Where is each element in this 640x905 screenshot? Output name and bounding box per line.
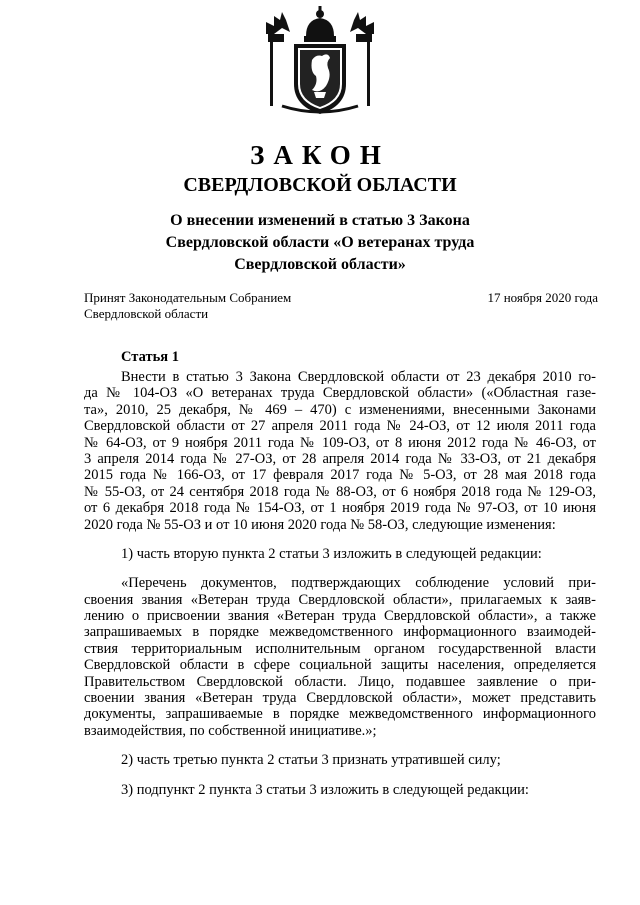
paragraph-line: Внести в статью 3 Закона Свердловской области от 23 декабря 2010 го- xyxy=(121,369,596,385)
paragraph-line: № 64-ОЗ, от 9 ноября 2011 года № 109-ОЗ, от 8 июня 2012 года № 46-ОЗ, от xyxy=(84,434,596,451)
subject-line: О внесении изменений в статью 3 Закона xyxy=(170,212,470,229)
paragraph-line: да № 104-ОЗ «О ветеранах труда Свердловской области» («Областная газе- xyxy=(84,385,596,402)
article-heading: Статья 1 xyxy=(121,349,179,365)
paragraph-line: 3) подпункт 2 пункта 3 статьи 3 изложить в следующей редакции: xyxy=(121,781,529,798)
paragraph-line: 2015 года № 166-ОЗ, от 17 февраля 2017 года № 5-ОЗ, от 28 мая 2018 года xyxy=(84,467,596,484)
paragraph-line: взаимодействия, по собственной инициативе.»; xyxy=(84,722,377,739)
paragraph-line: 2) часть третью пункта 2 статьи 3 признать утратившей силу; xyxy=(121,752,501,769)
article-paragraph xyxy=(84,782,596,798)
paragraph-line: Правительством Свердловской области. Лицо, подавшее заявление о при- xyxy=(84,673,596,690)
paragraph-gap xyxy=(84,769,596,782)
paragraph-line: 1) часть вторую пункта 2 статьи 3 изложить в следующей редакции: xyxy=(121,545,542,562)
adopted-by-line: Принят Законодательным Собранием xyxy=(84,290,292,305)
paragraph-line: своения звания «Ветеран труда Свердловской области», прилагаемых к заяв- xyxy=(84,591,596,608)
paragraph-gap xyxy=(84,533,596,546)
subject-line: Свердловской области» xyxy=(234,256,406,273)
article-paragraph xyxy=(84,546,596,562)
paragraph-line: та», 2010, 25 декабря, № 469 – 470) с изменениями, внесенными Законами xyxy=(84,401,596,418)
paragraph-line: № 55-ОЗ, от 24 сентября 2018 года № 88-ОЗ, от 6 ноября 2018 года № 129-ОЗ, xyxy=(84,483,596,500)
adopted-by xyxy=(84,290,291,322)
paragraph-line: лению о присвоении звания «Ветеран труда Свердловской области», а также xyxy=(84,608,596,625)
paragraph-line: Свердловской области от 27 апреля 2011 года № 24-ОЗ, от 12 июля 2011 года xyxy=(84,418,596,435)
paragraph-gap xyxy=(84,562,596,575)
paragraph-gap xyxy=(84,739,596,752)
paragraph-line: «Перечень документов, подтверждающих соблюдение условий при- xyxy=(121,575,596,592)
paragraph-line: документы, запрашиваемые в порядке межведомственного информационного xyxy=(84,706,596,723)
coat-of-arms-emblem xyxy=(262,6,378,116)
article-paragraph xyxy=(84,752,596,768)
paragraph-line: Свердловской области в сфере социальной защиты населения, определяется xyxy=(84,657,596,674)
paragraph-line: от 6 декабря 2018 года № 154-ОЗ, от 1 ноября 2019 года № 97-ОЗ, от 10 июня xyxy=(84,500,596,517)
law-title: ЗАКОН xyxy=(250,140,390,170)
article-paragraph xyxy=(84,369,596,533)
paragraph-line: запрашиваемых в порядке межведомственного информационного взаимодей- xyxy=(84,624,596,641)
law-subject xyxy=(0,210,640,276)
paragraph-line: ствия территориальным исполнительным органом государственной власти xyxy=(84,640,596,657)
region-name: СВЕРДЛОВСКОЙ ОБЛАСТИ xyxy=(183,174,457,196)
paragraph-line: 2020 года № 55-ОЗ и от 10 июня 2020 года № 58-ОЗ, следующие изменения: xyxy=(84,516,556,533)
paragraph-line: 3 апреля 2014 года № 27-ОЗ, от 28 апреля 2014 года № 33-ОЗ, от 21 декабря xyxy=(84,450,596,467)
article-body xyxy=(84,369,596,798)
adoption-date: 17 ноября 2020 года xyxy=(487,290,598,305)
paragraph-line: своении звания «Ветеран труда Свердловской области», может представить xyxy=(84,690,596,707)
adopted-by-line: Свердловской области xyxy=(84,306,209,321)
article-paragraph xyxy=(84,575,596,739)
subject-line: Свердловской области «О ветеранах труда xyxy=(165,234,475,251)
